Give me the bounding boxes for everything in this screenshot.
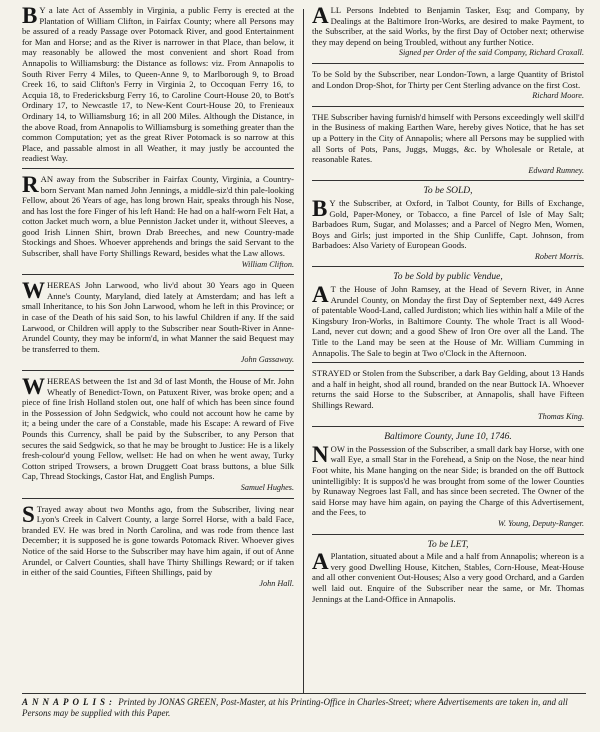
advertisement: [22, 5, 294, 164]
drop-cap: W: [22, 278, 45, 304]
ad-heading: To be LET,: [427, 539, 469, 550]
drop-cap: N: [312, 441, 329, 467]
advertisement: [312, 186, 584, 262]
advertisement: [22, 376, 294, 494]
ad-text: AN away from the Subscriber in Fairfax County, Virginia, a Country-born Servant Man named John Jennings, a middle-siz'd thin pale-looking Fellow, about 26 Years of age, has long brown Hair, speaks through his Nose, and has lost the fore Finger of his left Hand: He had on a half-worn Felt Hat, a cotton Jacket much worn, a blue Penniston Jacket under it, without Sleeves, a good Irish Linnen Shirt, brown Drab Breeches, and new Country-made Stockings and Shoes. Whoever apprehends and brings the said Servant to the Subscriber, shall have Forty Shillings Reward, besides what the Law allows.: [22, 173, 294, 259]
ad-text: Y a late Act of Assembly in Virginia, a public Ferry is erected at the Plantation of William Clifton, in Fairfax County; where all Persons may be assured of a ready Passage over Potomack River, and good Entertainment for Man and Horse; and as the River is narrower in that Place, than below, it may reasonably be allowed the most convenient and short Road from Annapolis to Williamsburg: the Distance as follows: viz. From Annapolis to South River Ferry 4 Miles, to Queen-Anne 9, to Marlborough 9, to Broad Creek 16, to said Clifton's Ferry in Virginia 2, to Occoquan Ferry 16, to Acquia 18, to Fredericksburg Ferry 16, to Caroline Court-House 20, to Bott's Ordinary 17, to Newcastle 17, to New-Kent Court-House 20, to Frenieaux Ordinary 14, to Williamsburg 16; in all 200 Miles. Although the Distance, in the above Road, from Annapolis to Williamsburg is something greater than the common Computation; yet as the great River Potomack is so narrow at this Place, and passable almost in all Weather, it may justly be accounted the readiest Way.: [22, 5, 294, 164]
advertisement: [312, 540, 584, 605]
ad-signature: Signed per Order of the said Company, Richard Croxall.: [398, 48, 584, 58]
ad-signature: Edward Rumney.: [528, 165, 584, 175]
advertisement: [22, 280, 294, 366]
ad-signature: Thomas King.: [538, 411, 584, 421]
ad-body: [22, 501, 294, 578]
ad-separator: [22, 168, 294, 169]
drop-cap: W: [22, 374, 45, 399]
ad-text: OW in the Possession of the Subscriber, a small dark bay Horse, with one wall Eye, a small Star in the Forehead, a Snip on the Nose, the near hind Foot white, his Mane hanging on the near Side; is branded on the off Buttock unintelligibly: It is suppos'd he was brought from some of the lower Counties by Runaway Negroes last Fall, and has since been secreted. The Owner of the said Horse may have him again, on paying the Charge of this Advertisement, and the Fees, to: [312, 443, 584, 518]
advertisement: [312, 69, 584, 102]
ad-text: Plantation, situated about a Mile and a half from Annapolis; whereon is a very good Dwelling House, Kitchen, Stables, Corn-House, Meat-House and all other convenient Out-Houses; Also a very good Orchard, and a Garden well laid out. Enquire of the Subscriber near the same, or Mr. Thomas Jennings at the Land-Office in Annapolis.: [312, 551, 584, 604]
ad-signature: Robert Morris.: [534, 251, 584, 261]
ad-heading: To be SOLD,: [423, 186, 473, 197]
drop-cap: S: [22, 501, 35, 527]
ad-separator: [312, 426, 584, 427]
ad-body: [312, 284, 584, 358]
imprint-line: Printed by JONAS GREEN, Post-Master, at his Printing-Office in Charles-Street; where Advertisements are taken in, and all Persons may be supplied with this Paper.: [22, 697, 568, 718]
left-column: [22, 5, 294, 693]
ad-text: HEREAS John Larwood, who liv'd about 30 Years ago in Queen Anne's County, Maryland, died lately at Amsterdam; and has left a small Inheritance, to his Son John Larwood, whom he left in this Province; or in case of the Death of his said Son, to his lawful Children if any. If the said Larwood, or Children will apply to the Subscriber near South-River in Anne-Arundel County, they may be inform'd, in what Manner the said Bequest may be transferred to them.: [22, 280, 294, 354]
ad-separator: [312, 266, 584, 267]
ad-signature: W. Young, Deputy-Ranger.: [497, 518, 584, 528]
ad-body: [312, 69, 584, 90]
newspaper-page: [22, 5, 586, 693]
ad-separator: [312, 63, 584, 64]
imprint-footer: [22, 693, 586, 719]
drop-cap: R: [22, 171, 39, 197]
footer-rule: [22, 693, 586, 694]
ad-separator: [312, 106, 584, 107]
ad-body: [312, 195, 584, 251]
advertisement: [22, 171, 294, 270]
ad-body: [312, 368, 584, 410]
ad-body: [312, 551, 584, 604]
drop-cap: B: [22, 5, 38, 28]
ad-body: [22, 376, 294, 482]
drop-cap: A: [312, 549, 329, 575]
ad-text: To be Sold by the Subscriber, near London-Town, a large Quantity of Bristol and London Drop-Shot, for Thirty per Cent Sterling advance on the first Cost.: [312, 68, 584, 90]
advertisement: [312, 432, 584, 529]
imprint-title: ANNAPOLIS:: [22, 697, 117, 707]
advertisement: [312, 272, 584, 358]
advertisement: [312, 368, 584, 422]
advertisement: [22, 501, 294, 590]
ad-text: Y the Subscriber, at Oxford, in Talbot County, for Bills of Exchange, Gold, Paper-Money, or Tobacco, a fine Parcel of Isle of May Salt; Barbadoes Rum, Sugar, and Molasses; and a Parcel of Negro Men, Women, Boys and Girls; just imported in the Ship Cunliffe, Capt. Johnson, from Barbadoes: Also Variety of European Goods.: [312, 197, 584, 251]
ad-body: [312, 5, 584, 47]
ad-text: STRAYED or Stolen from the Subscriber, a dark Bay Gelding, about 13 Hands and a half in height, shod all round, branded on the near Buttock IA. Whoever returns the said Horse to the Subscriber, at Annapolis, shall have Fifteen Shillings Reward.: [312, 368, 584, 410]
drop-cap: A: [312, 5, 329, 28]
ad-signature: John Hall.: [259, 578, 294, 588]
column-divider: [303, 9, 304, 693]
right-column: [312, 5, 584, 693]
ad-body: [22, 171, 294, 259]
ad-text: HEREAS between the 1st and 3d of last Month, the House of Mr. John Wheatly of Benedict-Town, on Patuxent River, was broke open; and a piece of fine Irish Holland stolen out, one half of which has been since found in the Possession of John Sedgwick, who could not account how he came by it; a being under the care of a Constable, made his Escape: A reward of Five Pounds this Currency, shall be paid by the Subscriber, to any Person that secures the said Sedgwick, so that he may be brought to Justice: He is a likely fresh-colour'd young Fellow, wellset: He had on when he went away, Turky Cotton striped Trowsers, a brown Druggett Coat brass buttons, a blue Silk Cap, Thread Stockings, Castor Hat, and English Pumps.: [22, 376, 294, 482]
advertisement: [312, 5, 584, 59]
ad-signature: Samuel Hughes.: [240, 482, 294, 492]
ad-separator: [22, 498, 294, 499]
ad-separator: [22, 274, 294, 275]
drop-cap: A: [312, 282, 329, 308]
ad-body: [22, 5, 294, 164]
ad-separator: [312, 534, 584, 535]
ad-text: Trayed away about two Months ago, from the Subscriber, living near Lyon's Creek in Calvert County, a large Sorrel Horse, with a bald Face, branded EV. He was bred in North Carolina, and was rode from thence last December; it is supposed he is gone towards Potomack River. Whoever gives Notice of the said Horse to the Subscriber may have him again, if out of Anne Arundel, or Calvert Counties, shall have Thirty Shillings Reward; or if taken in either of the said Counties, Fifteen Shillings, paid by: [22, 503, 294, 578]
ad-heading: To be Sold by public Vendue,: [393, 272, 503, 283]
ad-signature: William Clifton.: [241, 259, 294, 269]
ad-signature: John Gassaway.: [240, 355, 294, 365]
ad-heading: Baltimore County, June 10, 1746.: [384, 432, 512, 443]
ad-text: T the House of John Ramsey, at the Head of Severn River, in Anne Arundel County, on Monday the first Day of September next, 449 Acres of patentable Wood-Land, called Jurdiston; which lies within half a Mile of the Kingsbury Iron-Works, in Baltimore County. The whole Tract is all Wood-Land, never cut down; and a good Shew of Iron Ore over all the Land. The Title to the Land may be seen at the House of Mr. William Cumming in Annapolis. The Sale to begin at Two o'Clock in the Afternoon.: [312, 284, 584, 358]
ad-signature: Richard Moore.: [532, 91, 584, 101]
ad-separator: [22, 370, 294, 371]
ad-text: LL Persons Indebted to Benjamin Tasker, Esq; and Company, by Dealings at the Baltimore Iron-Works, are desired to make Payment, to the Subscriber, at the said Works, by the first Day of October next; otherwise they may depend on being Troubled, without any further Notice.: [312, 5, 584, 47]
drop-cap: B: [312, 195, 328, 221]
ad-text: THE Subscriber having furnish'd himself with Persons exceedingly well skill'd in the Business of making Earthen Ware, hereby gives Notice, that he has set up a Pottery in the City of Annapolis; where all Persons may be supplied with all Sorts of Pots, Pans, Juggs, Muggs, &c. by Wholesale or Retale, at reasonable Rates.: [312, 111, 584, 165]
ad-body: [312, 112, 584, 165]
ad-body: [312, 441, 584, 518]
ad-separator: [312, 362, 584, 363]
ad-separator: [312, 180, 584, 181]
advertisement: [312, 112, 584, 177]
ad-body: [22, 280, 294, 354]
